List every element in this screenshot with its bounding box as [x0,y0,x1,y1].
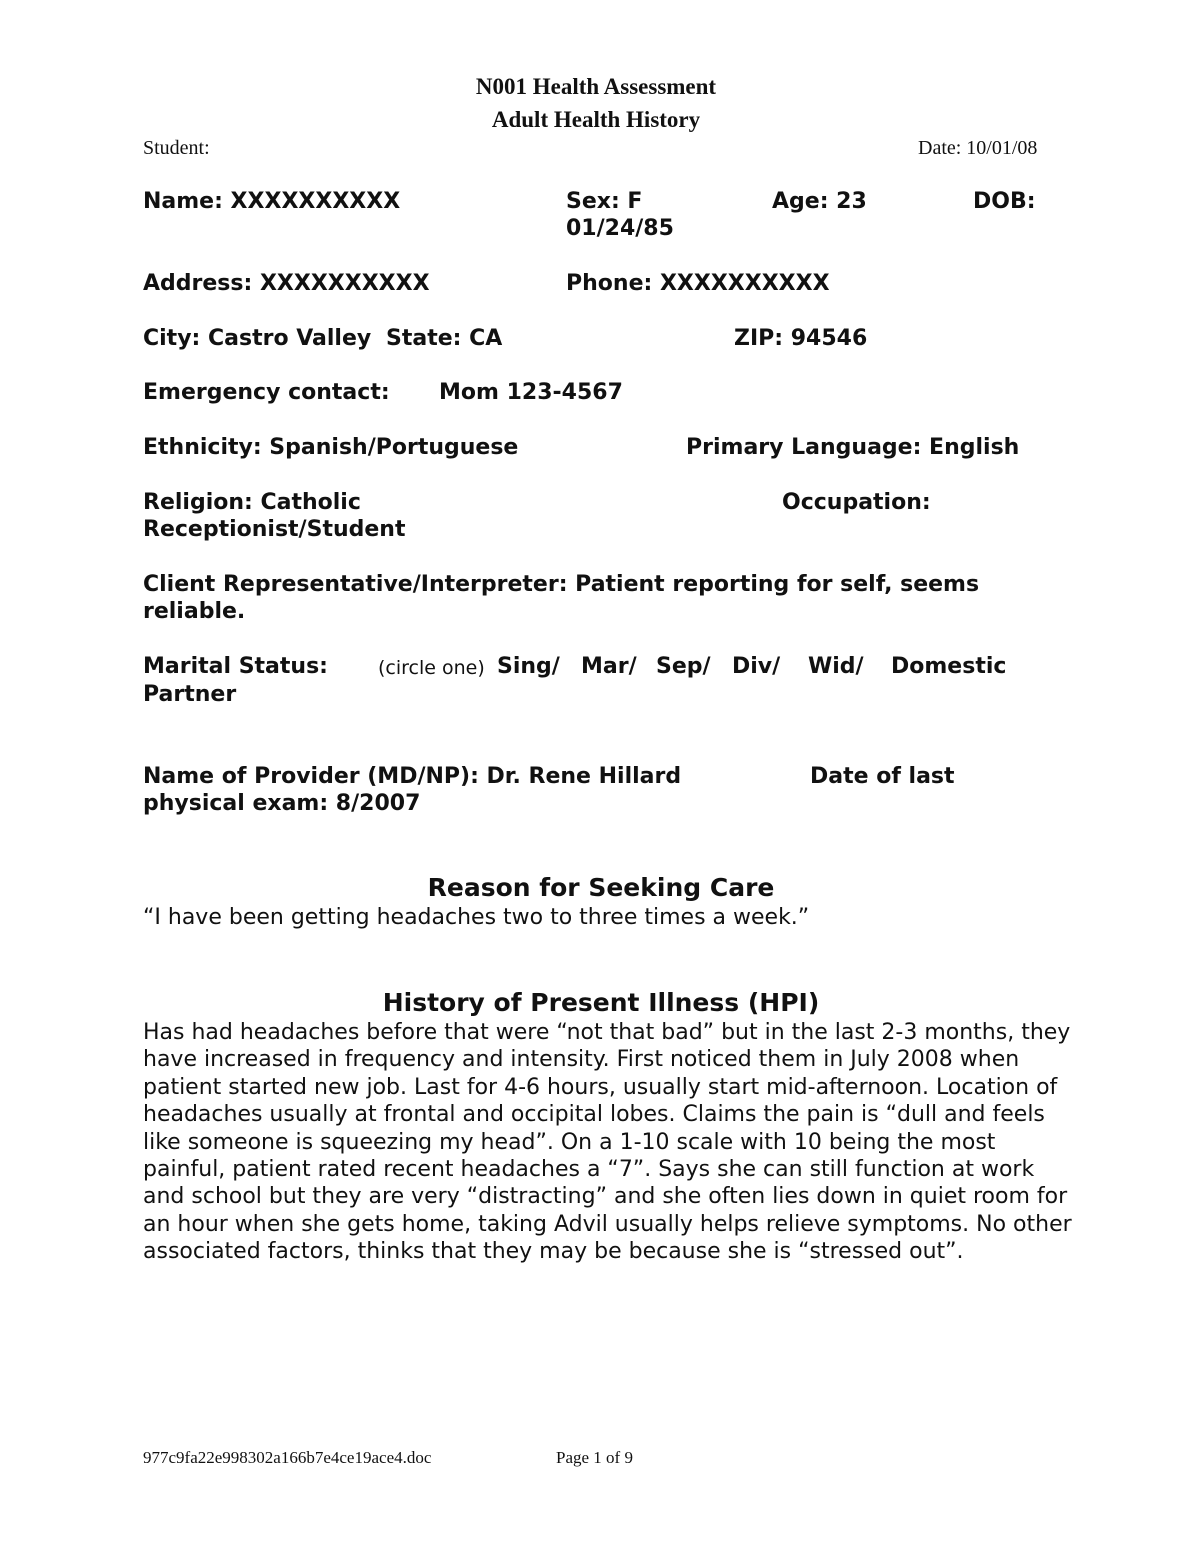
emergency-contact-label: Emergency contact: [143,380,390,405]
emergency-contact-value: Mom 123-4567 [439,380,623,405]
reason-quote: “I have been getting headaches two to three times a week.” [143,905,810,930]
sex-field: Sex: F [566,189,643,214]
phone-field: Phone: XXXXXXXXXX [566,271,830,296]
dob-value: 01/24/85 [566,216,674,241]
hpi-heading: History of Present Illness (HPI) [382,988,820,1017]
client-representative-line1: Client Representative/Interpreter: Patient reporting for self, seems [143,572,980,597]
provider-field: Name of Provider (MD/NP): Dr. Rene Hillard [143,764,682,789]
dob-label: DOB: [973,189,1036,214]
primary-language-field: Primary Language: English [686,435,1020,460]
last-exam-value: physical exam: 8/2007 [143,791,421,816]
city-field: City: Castro Valley [143,326,372,351]
form-title: Adult Health History [491,107,701,132]
marital-option-single: Sing/ [497,654,560,679]
last-exam-label: Date of last [810,764,955,789]
marital-status-label: Marital Status: [143,654,328,679]
reason-heading: Reason for Seeking Care [427,873,775,902]
religion-field: Religion: Catholic [143,490,361,515]
zip-field: ZIP: 94546 [734,326,868,351]
marital-option-widowed: Wid/ [808,654,864,679]
marital-option-separated: Sep/ [656,654,711,679]
marital-option-partner: Partner [143,682,237,707]
hpi-paragraph: Has had headaches before that were “not that bad” but in the last 2-3 months, they have increased in frequency and intensity. First noticed them in July 2008 when patient started new job. Last for 4-6 hours, usually start mid-afternoon. Location of headaches usually at frontal and occipital lobes. Claims the pain is “dull and feels like someone is squeezing my head”. On a 1-10 scale with 10 being the most painful, patient rated recent headaches a “7”. Says she can still function at work and school but they are very “distracting” and she often lies down in quiet room for an hour when she gets home, taking Advil usually helps relieve symptoms. No other associated factors, thinks that they may be because she is “stressed out”. [143,1020,1072,1265]
client-representative-line2: reliable. [143,599,246,624]
marital-option-divorced: Div/ [732,654,781,679]
ethnicity-field: Ethnicity: Spanish/Portuguese [143,435,519,460]
occupation-value: Receptionist/Student [143,517,406,542]
state-field: State: CA [386,326,503,351]
footer-filename: 977c9fa22e998302a166b7e4ce19ace4.doc [143,1448,432,1467]
course-title: N001 Health Assessment [475,74,717,99]
footer-page-number: Page 1 of 9 [556,1448,633,1467]
age-field: Age: 23 [772,189,867,214]
occupation-label: Occupation: [782,490,931,515]
date-label: Date: 10/01/08 [918,137,1038,159]
marital-option-married: Mar/ [581,654,637,679]
name-field: Name: XXXXXXXXXX [143,189,401,214]
marital-status-hint: (circle one) [378,657,485,679]
student-label: Student: [143,137,210,159]
marital-option-domestic: Domestic [891,654,1007,679]
address-field: Address: XXXXXXXXXX [143,271,430,296]
